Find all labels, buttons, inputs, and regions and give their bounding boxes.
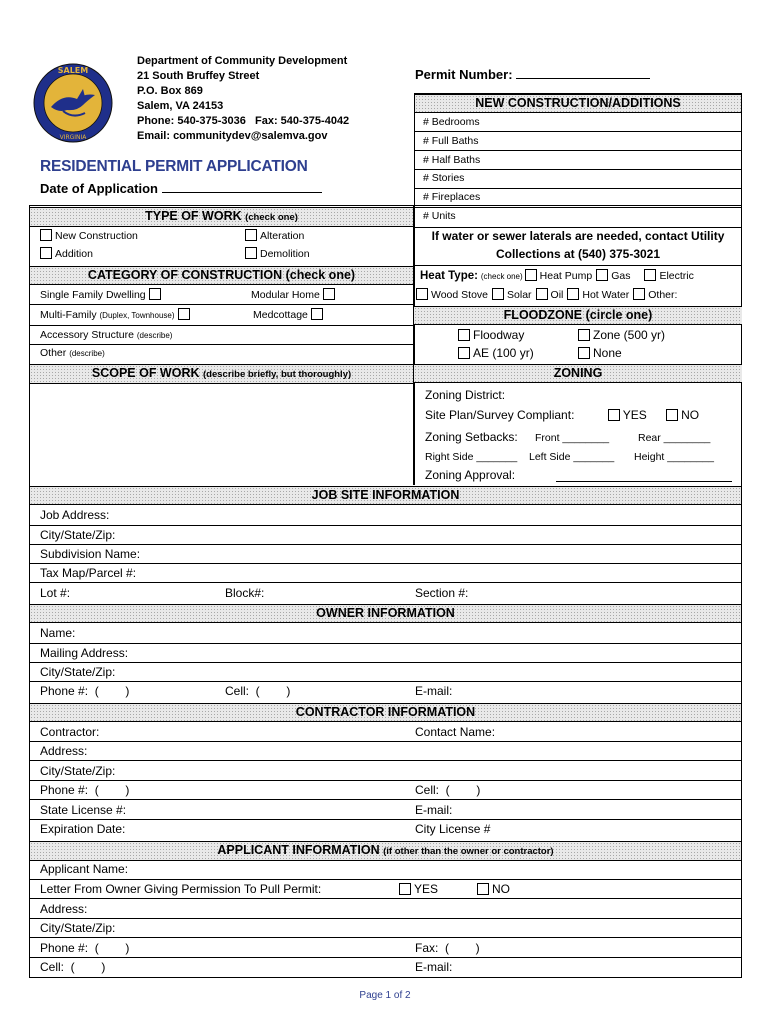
owner-cell-field[interactable]: Cell: ( ): [225, 684, 291, 698]
owner-permission-letter-label: Letter From Owner Giving Permission To Pull Permit:: [40, 882, 322, 896]
multi-family-checkbox[interactable]: Multi-Family (Duplex, Townhouse): [40, 308, 190, 323]
applicant-phone-field[interactable]: Phone #: ( ): [40, 941, 130, 955]
checkbox-icon[interactable]: [149, 288, 161, 300]
applicant-info-header: APPLICANT INFORMATION (if other than the owner or contractor): [30, 841, 741, 861]
scope-of-work-textarea[interactable]: [31, 383, 412, 483]
contractor-info-header: CONTRACTOR INFORMATION: [30, 703, 741, 722]
applicant-city-state-zip-field[interactable]: City/State/Zip:: [40, 921, 116, 935]
checkbox-icon[interactable]: [536, 288, 548, 300]
state-license-field[interactable]: State License #:: [40, 803, 127, 817]
city-seal-logo: [33, 63, 113, 143]
job-site-header: JOB SITE INFORMATION: [30, 486, 741, 505]
full-baths-label: # Full Baths: [423, 135, 479, 147]
dept-line: 21 South Bruffey Street: [137, 70, 260, 82]
expiration-date-field[interactable]: Expiration Date:: [40, 822, 126, 836]
setback-front-field[interactable]: Front ________: [535, 432, 610, 444]
checkbox-icon[interactable]: [492, 288, 504, 300]
modular-home-checkbox[interactable]: Modular Home: [251, 288, 335, 302]
setback-left-field[interactable]: Left Side _______: [529, 451, 615, 463]
medcottage-checkbox[interactable]: Medcottage: [253, 308, 323, 322]
lot-number-field[interactable]: Lot #:: [40, 586, 71, 600]
owner-phone-field[interactable]: Phone #: ( ): [40, 684, 130, 698]
stories-label: # Stories: [423, 172, 465, 184]
job-address-field[interactable]: Job Address:: [40, 508, 110, 522]
tax-map-parcel-field[interactable]: Tax Map/Parcel #:: [40, 566, 137, 580]
checkbox-icon[interactable]: [40, 229, 52, 241]
checkbox-icon[interactable]: [578, 329, 590, 341]
permission-yes-checkbox[interactable]: YES: [399, 882, 438, 896]
svg-text:VIRGINIA: VIRGINIA: [59, 134, 87, 141]
zoning-district-field[interactable]: Zoning District:: [425, 388, 506, 402]
dept-line: P.O. Box 869: [137, 85, 203, 97]
checkbox-icon[interactable]: [458, 329, 470, 341]
owner-info-header: OWNER INFORMATION: [30, 604, 741, 623]
utility-note-line2: Collections at (540) 375-3021: [495, 247, 661, 261]
checkbox-icon[interactable]: [477, 883, 489, 895]
checkbox-icon[interactable]: [245, 247, 257, 259]
permission-no-checkbox[interactable]: NO: [477, 882, 510, 896]
applicant-fax-field[interactable]: Fax: ( ): [415, 941, 480, 955]
utility-note-line1: If water or sewer laterals are needed, contact Utility: [431, 229, 725, 243]
checkbox-icon[interactable]: [40, 247, 52, 259]
type-of-work-header: TYPE OF WORK (check one): [30, 207, 413, 227]
owner-city-state-zip-field[interactable]: City/State/Zip:: [40, 665, 116, 679]
checkbox-icon[interactable]: [633, 288, 645, 300]
zoning-setbacks-label: Zoning Setbacks:: [425, 430, 518, 444]
ae-100-option[interactable]: AE (100 yr): [458, 346, 534, 360]
new-construction-header: NEW CONSTRUCTION/ADDITIONS: [415, 94, 741, 113]
floodzone-header: FLOODZONE (circle one): [414, 306, 742, 325]
demolition-checkbox[interactable]: Demolition: [245, 247, 310, 261]
checkbox-icon[interactable]: [666, 409, 678, 421]
checkbox-icon[interactable]: [245, 229, 257, 241]
applicant-name-field[interactable]: Applicant Name:: [40, 862, 129, 876]
units-label: # Units: [423, 210, 456, 222]
subdivision-name-field[interactable]: Subdivision Name:: [40, 547, 141, 561]
site-plan-compliant-field: Site Plan/Survey Compliant: YES NO: [425, 408, 700, 422]
permit-number-blank[interactable]: [516, 67, 650, 79]
svg-text:SALEM: SALEM: [57, 66, 89, 75]
contractor-email-field[interactable]: E-mail:: [415, 803, 453, 817]
zoning-approval-field[interactable]: Zoning Approval:: [425, 468, 516, 482]
floodway-option[interactable]: Floodway: [458, 328, 524, 342]
dept-line: Email: communitydev@salemva.gov: [137, 130, 328, 142]
setback-right-field[interactable]: Right Side _______: [425, 451, 518, 463]
contractor-contact-field[interactable]: Contact Name:: [415, 725, 496, 739]
setback-height-field[interactable]: Height ________: [634, 451, 714, 463]
checkbox-icon[interactable]: [596, 269, 608, 281]
checkbox-icon[interactable]: [323, 288, 335, 300]
owner-name-field[interactable]: Name:: [40, 626, 76, 640]
department-address-block: [137, 54, 349, 144]
dept-line: Department of Community Development: [137, 55, 348, 67]
new-construction-checkbox[interactable]: New Construction: [40, 229, 138, 243]
contractor-cell-field[interactable]: Cell: ( ): [415, 783, 481, 797]
none-option[interactable]: None: [578, 346, 622, 360]
checkbox-icon[interactable]: [416, 288, 428, 300]
dept-line: Salem, VA 24153: [137, 100, 224, 112]
applicant-email-field[interactable]: E-mail:: [415, 960, 453, 974]
checkbox-icon[interactable]: [178, 308, 190, 320]
fireplaces-label: # Fireplaces: [423, 191, 481, 203]
zone-500-option[interactable]: Zone (500 yr): [578, 328, 665, 342]
permit-number-field[interactable]: Permit Number:: [415, 67, 650, 82]
city-license-field[interactable]: City License #: [415, 822, 491, 836]
contractor-phone-field[interactable]: Phone #: ( ): [40, 783, 130, 797]
single-family-checkbox[interactable]: Single Family Dwelling: [40, 288, 161, 302]
dept-line: Phone: 540-375-3036 Fax: 540-375-4042: [137, 115, 350, 127]
scope-of-work-header: SCOPE OF WORK (describe briefly, but thoroughly): [30, 364, 413, 384]
contractor-name-field[interactable]: Contractor:: [40, 725, 100, 739]
checkbox-icon[interactable]: [311, 308, 323, 320]
contractor-address-field[interactable]: Address:: [40, 744, 88, 758]
page-number: Page 1 of 2: [359, 990, 411, 1001]
date-of-application-blank[interactable]: [162, 181, 322, 193]
checkbox-icon[interactable]: [525, 269, 537, 281]
checkbox-icon[interactable]: [399, 883, 411, 895]
applicant-cell-field[interactable]: Cell: ( ): [40, 960, 106, 974]
bedrooms-label: # Bedrooms: [423, 116, 480, 128]
setback-rear-field[interactable]: Rear ________: [638, 432, 711, 444]
applicant-address-field[interactable]: Address:: [40, 902, 88, 916]
alteration-checkbox[interactable]: Alteration: [245, 229, 304, 243]
job-city-state-zip-field[interactable]: City/State/Zip:: [40, 528, 116, 542]
addition-checkbox[interactable]: Addition: [40, 247, 93, 261]
checkbox-icon[interactable]: [578, 347, 590, 359]
block-number-field[interactable]: Block#:: [225, 586, 265, 600]
checkbox-icon[interactable]: [608, 409, 620, 421]
heat-type-row1: Heat Type: (check one) Heat Pump Gas Electric: [420, 270, 694, 282]
owner-email-field[interactable]: E-mail:: [415, 684, 453, 698]
category-of-construction-header: CATEGORY OF CONSTRUCTION (check one): [30, 266, 413, 285]
date-of-application-field[interactable]: Date of Application: [40, 181, 322, 196]
checkbox-icon[interactable]: [644, 269, 656, 281]
section-number-field[interactable]: Section #:: [415, 586, 469, 600]
half-baths-label: # Half Baths: [423, 154, 481, 166]
other-structure-field[interactable]: Other (describe): [40, 347, 105, 359]
owner-mailing-address-field[interactable]: Mailing Address:: [40, 646, 129, 660]
checkbox-icon[interactable]: [458, 347, 470, 359]
zoning-header: ZONING: [414, 364, 742, 383]
heat-type-row2: Wood Stove Solar Oil Hot Water Other:: [416, 288, 677, 302]
page-title: RESIDENTIAL PERMIT APPLICATION: [40, 158, 308, 175]
contractor-city-state-zip-field[interactable]: City/State/Zip:: [40, 764, 116, 778]
checkbox-icon[interactable]: [567, 288, 579, 300]
accessory-structure-field[interactable]: Accessory Structure (describe): [40, 329, 173, 341]
